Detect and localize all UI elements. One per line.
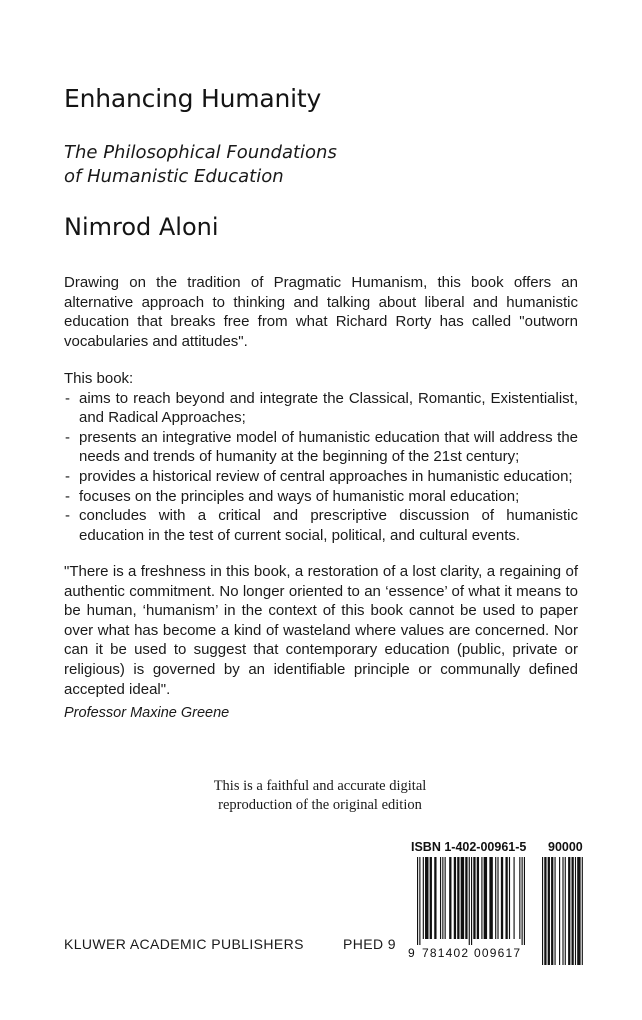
reproduction-note-line-2: reproduction of the original edition [218, 797, 422, 813]
quote-attribution: Professor Maxine Greene [64, 705, 230, 721]
barcode-bar [575, 857, 576, 965]
review-quote [64, 562, 578, 699]
barcode-bar [565, 857, 566, 965]
barcode-bar [461, 857, 464, 939]
barcode-bar [471, 857, 472, 945]
barcode-bar [469, 857, 470, 945]
barcode-bar [417, 857, 418, 945]
barcode-bar [430, 857, 432, 939]
barcode-bar [505, 857, 507, 939]
list-item: - focuses on the principles and ways of humanistic moral education; [64, 487, 578, 507]
barcode-bar [559, 857, 560, 965]
barcode-bar [501, 857, 503, 939]
barcode-bar [522, 857, 523, 945]
barcode-left-digits: 781402 [422, 946, 470, 960]
barcode-bar [445, 857, 446, 939]
barcode-bar [577, 857, 580, 965]
features-list [64, 389, 578, 546]
list-item: - aims to reach beyond and integrate the Classical, Romantic, Existentialist, and Radical Approaches; [64, 389, 578, 428]
subtitle-line-1: The Philosophical Foundations [64, 142, 337, 163]
reproduction-note-line-1: This is a faithful and accurate digital [213, 778, 427, 794]
barcode-bar [495, 857, 496, 939]
barcode-first-digit: 9 [408, 946, 415, 960]
barcode-bar [442, 857, 443, 939]
intro-paragraph [64, 273, 578, 351]
barcode-bar [454, 857, 456, 939]
book-subtitle [64, 141, 337, 189]
barcode-bar [473, 857, 475, 939]
features-lead: This book: [64, 370, 134, 387]
publisher-name: KLUWER ACADEMIC PUBLISHERS [64, 936, 304, 952]
barcode-bar [544, 857, 546, 965]
book-title: Enhancing Humanity [64, 84, 322, 113]
barcode-bar [514, 857, 515, 939]
barcode-bar [419, 857, 420, 945]
price-addon-barcode [542, 857, 584, 965]
isbn-barcode [417, 857, 525, 945]
barcode-bar [497, 857, 498, 939]
barcode-bar [542, 857, 543, 965]
list-item: - presents an integrative model of humanistic education that will address the needs and trends of humanity at the beginning of the 21st century; [64, 428, 578, 467]
barcode-bar [440, 857, 441, 939]
isbn-label: ISBN 1-402-00961-5 [411, 840, 527, 854]
barcode-bar [519, 857, 520, 939]
barcode-bar [582, 857, 583, 965]
barcode-bar [449, 857, 451, 939]
list-item: - concludes with a critical and prescriptive discussion of humanistic education in the test of current social, political, and cultural events. [64, 506, 578, 545]
list-item: - provides a historical review of central approaches in humanistic education; [64, 467, 578, 487]
barcode-right-digits: 009617 [474, 946, 522, 960]
barcode-bar [477, 857, 479, 939]
barcode-bar [434, 857, 436, 939]
barcode-bar [572, 857, 574, 965]
subtitle-line-2: of Humanistic Education [64, 166, 284, 187]
barcode-bar [554, 857, 555, 965]
barcode-bar [551, 857, 553, 965]
quote-text: "There is a freshness in this book, a restoration of a lost clarity, a regaining of authentic commitment. No longer oriented to an ‘essence’ of what it means to be human, ‘humanism’ in the context of this book cannot be used to paper over what has become a kind of wasteland where values are concerned. Nor can it be used to suggest that contemporary education (public, private or religious) is governed by an identifiable principle or communally defined accepted ideal". [64, 563, 578, 698]
barcode-bar [568, 857, 570, 965]
barcode-bar [484, 857, 487, 939]
intro-text: Drawing on the tradition of Pragmatic Humanism, this book offers an alternative approach to thinking and talking about liberal and humanistic education that breaks free from what Richard Rorty has called "outworn vocabularies and attitudes". [64, 274, 578, 350]
barcode-bar [425, 857, 428, 939]
series-code: PHED 9 [343, 936, 396, 952]
author-name: Nimrod Aloni [64, 213, 219, 241]
reproduction-note [200, 777, 440, 815]
barcode-bar [465, 857, 467, 939]
barcode-bar [509, 857, 510, 939]
barcode-bar [423, 857, 424, 939]
barcode-bar [457, 857, 459, 939]
barcode-bar [489, 857, 492, 939]
barcode-bar [548, 857, 550, 965]
book-features [64, 369, 578, 545]
barcode-bar [524, 857, 525, 945]
barcode-bar [562, 857, 563, 965]
barcode-bar [481, 857, 482, 939]
price-code: 90000 [548, 840, 583, 854]
